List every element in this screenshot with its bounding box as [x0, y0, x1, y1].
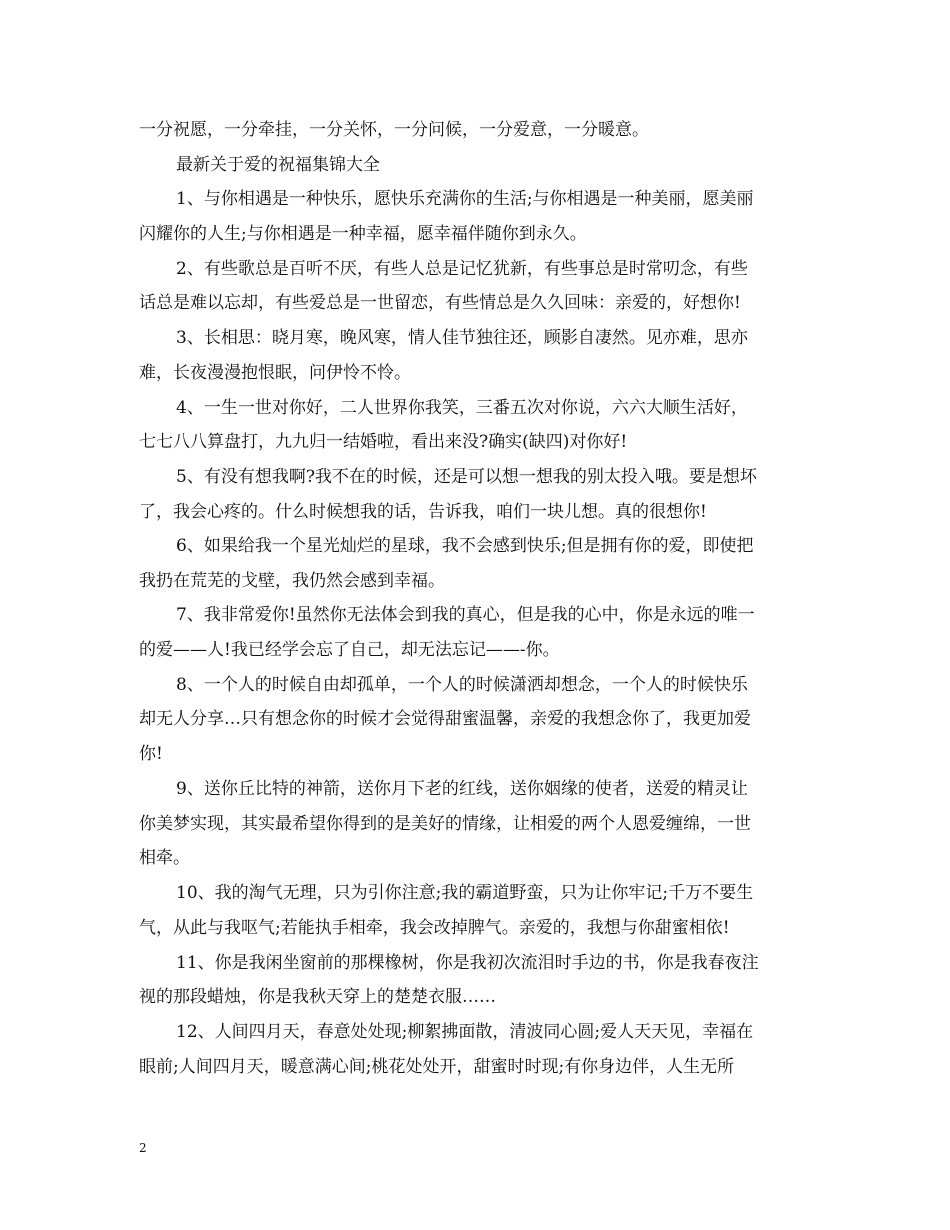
paragraph-line-first: 10、我的淘气无理，只为引你注意;我的霸道野蛮，只为让你牢记;千万不要生 [176, 883, 754, 903]
paragraph-line: 你! [139, 744, 163, 764]
paragraph-line-first: 7、我非常爱你!虽然你无法体会到我的真心，但是我的心中，你是永远的唯一 [176, 605, 755, 625]
paragraph-line: 我扔在荒芜的戈壁，我仍然会感到幸福。 [139, 571, 445, 591]
paragraph-line-first: 6、如果给我一个星光灿烂的星球，我不会感到快乐;但是拥有你的爱，即使把 [176, 536, 754, 556]
paragraph-line-first: 9、送你丘比特的神箭，送你月下老的红线，送你姻缘的使者，送爱的精灵让 [176, 779, 748, 799]
paragraph-line: 眼前;人间四月天，暖意满心间;桃花处处开，甜蜜时时现;有你身边伴，人生无所 [139, 1057, 735, 1077]
paragraph-line: 话总是难以忘却，有些爱总是一世留恋，有些情总是久久回味：亲爱的，好想你! [139, 293, 741, 313]
paragraph-line-first: 2、有些歌总是百听不厌，有些人总是记忆犹新，有些事总是时常叨念，有些 [176, 259, 748, 279]
paragraph-line: 你美梦实现，其实最希望你得到的是美好的情缘，让相爱的两个人恩爱缠绵，一世 [139, 814, 751, 834]
paragraph-line-first: 11、你是我闲坐窗前的那棵橡树，你是我初次流泪时手边的书，你是我春夜注 [176, 953, 759, 973]
paragraph-line: 难，长夜漫漫抱恨眠，问伊怜不怜。 [139, 363, 411, 383]
paragraph-line-first: 3、长相思：晓月寒，晚风寒，情人佳节独往还，顾影自凄然。见亦难，思亦 [176, 328, 748, 348]
paragraph-line: 七七八八算盘打，九九归一结婚啦，看出来没?确实(缺四)对你好! [139, 432, 628, 452]
paragraph-line: 了，我会心疼的。什么时候想我的话，告诉我，咱们一块儿想。真的很想你! [139, 502, 707, 522]
paragraph-line: 相牵。 [139, 848, 190, 868]
paragraph-line-first: 一分祝愿，一分牵挂，一分关怀，一分问候，一分爱意，一分暖意。 [139, 120, 649, 140]
paragraph-line-first: 1、与你相遇是一种快乐，愿快乐充满你的生活;与你相遇是一种美丽，愿美丽 [176, 189, 754, 209]
paragraph-line-first: 最新关于爱的祝福集锦大全 [176, 155, 380, 175]
paragraph-line-first: 5、有没有想我啊?我不在的时候，还是可以想一想我的别太投入哦。要是想坏 [176, 467, 757, 487]
paragraph-line-first: 12、人间四月天，春意处处现;柳絮拂面散，清波同心圆;爱人天天见，幸福在 [176, 1022, 754, 1042]
paragraph-line: 气，从此与我呕气;若能执手相牵，我会改掉脾气。亲爱的，我想与你甜蜜相依! [139, 918, 730, 938]
paragraph-line-first: 4、一生一世对你好，二人世界你我笑，三番五次对你说，六六大顺生活好， [176, 398, 748, 418]
paragraph-line-first: 8、一个人的时候自由却孤单，一个人的时候潇洒却想念，一个人的时候快乐 [176, 675, 748, 695]
paragraph-line: 却无人分享…只有想念你的时候才会觉得甜蜜温馨，亲爱的我想念你了，我更加爱 [139, 709, 751, 729]
paragraph-line: 闪耀你的人生;与你相遇是一种幸福，愿幸福伴随你到永久。 [139, 224, 587, 244]
paragraph-line: 的爱——人!我已经学会忘了自己，却无法忘记——-你。 [139, 640, 560, 660]
paragraph-line: 视的那段蜡烛，你是我秋天穿上的楚楚衣服…… [139, 987, 496, 1007]
page-number: 2 [139, 1141, 147, 1155]
